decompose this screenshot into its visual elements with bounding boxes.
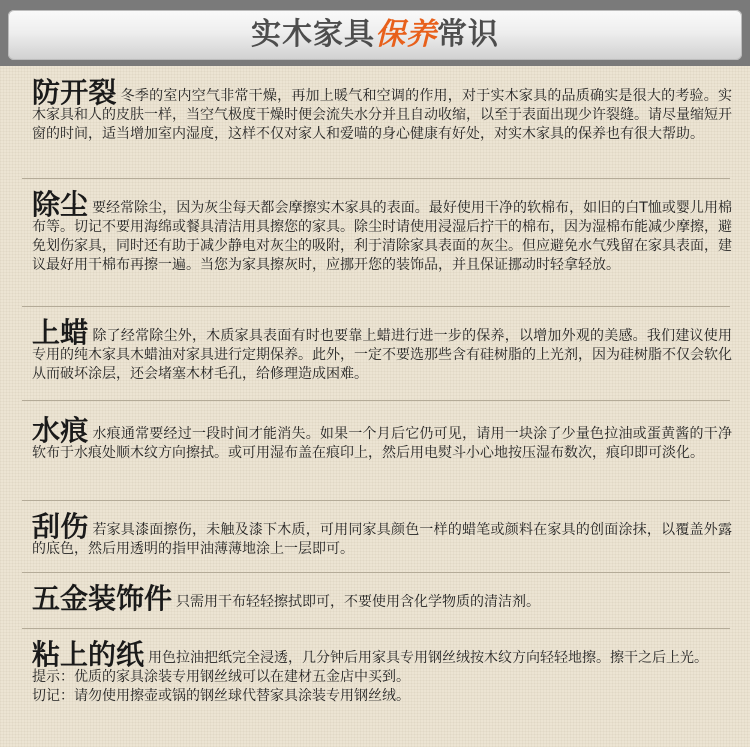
header-band (0, 0, 750, 66)
tip-text: 提示：优质的家具涂装专用钢丝绒可以在建材五金店中买到。 (32, 669, 410, 685)
divider (22, 306, 730, 307)
section-title: 水痕 (32, 414, 89, 447)
section-text: 用色拉油把纸完全浸透，几分钟后用家具专用钢丝绒按木纹方向轻轻地擦。擦干之后上光。 (148, 650, 709, 666)
section-title: 除尘 (32, 188, 89, 221)
section-stuck-paper (32, 638, 732, 706)
section-title: 五金装饰件 (32, 582, 173, 615)
section-dust (32, 188, 732, 275)
section-text: 只需用干布轻轻擦拭即可，不要使用含化学物质的清洁剂。 (176, 594, 541, 610)
section-hardware (32, 582, 732, 615)
section-title: 粘上的纸 (32, 638, 145, 671)
section-anti-crack (32, 76, 732, 144)
header-bar (8, 10, 742, 60)
section-waxing (32, 316, 732, 384)
divider (22, 178, 730, 179)
section-text: 除了经常除尘外，木质家具表面有时也要靠上蜡进行进一步的保养，以增加外观的美感。我们建议使用专用的纯木家具木蜡油对家具进行定期保养。此外，一定不要选那些含有硅树脂的上光剂，因为硅树脂不仅会软化从而破坏涂层，还会堵塞木材毛孔，给修理造成困难。 (32, 328, 732, 382)
divider (22, 628, 730, 629)
section-text: 若家具漆面擦伤，未触及漆下木质，可用同家具颜色一样的蜡笔或颜料在家具的创面涂抹，以覆盖外露的底色，然后用透明的指甲油薄薄地涂上一层即可。 (32, 522, 732, 557)
section-title: 刮伤 (32, 510, 89, 543)
section-text: 冬季的室内空气非常干燥，再加上暖气和空调的作用，对于实木家具的品质确实是很大的考验。实木家具和人的皮肤一样，当空气极度干燥时便会流失水分并且自动收缩，以至于表面出现少许裂缝。请尽量缩短开窗的时间，适当增加室内湿度，这样不仅对家人和爱喵的身心健康有好处，对实木家具的保养也有很大帮助。 (32, 88, 732, 142)
section-title: 上蜡 (32, 316, 89, 349)
section-water-marks (32, 414, 732, 463)
title-accent: 保养 (375, 17, 437, 52)
section-scratches (32, 510, 732, 559)
section-text: 水痕通常要经过一段时间才能消失。如果一个月后它仍可见，请用一块涂了少量色拉油或蛋黄酱的干净软布于水痕处顺木纹方向擦拭。或可用湿布盖在痕印上，然后用电熨斗小心地按压湿布数次，痕印即可淡化。 (32, 426, 732, 461)
section-title: 防开裂 (32, 76, 117, 109)
title-part-1: 实木家具 (251, 17, 375, 52)
page-title (251, 16, 499, 54)
warning-text: 切记：请勿使用擦壶或锅的钢丝球代替家具涂装专用钢丝绒。 (32, 688, 410, 704)
divider (22, 400, 730, 401)
divider (22, 500, 730, 501)
divider (22, 572, 730, 573)
section-text: 要经常除尘，因为灰尘每天都会摩擦实木家具的表面。最好使用干净的软棉布，如旧的白T恤或婴儿用棉布等。切记不要用海绵或餐具清洁用具擦您的家具。除尘时请使用浸湿后拧干的棉布，因为湿棉布能减少摩擦，避免划伤家具，同时还有助于减少静电对灰尘的吸附，利于清除家具表面的灰尘。但应避免水气残留在家具表面，建议最好用干棉布再擦一遍。当您为家具擦灰时，应挪开您的装饰品，并且保证挪动时轻拿轻放。 (32, 200, 732, 273)
title-part-2: 常识 (437, 17, 499, 52)
